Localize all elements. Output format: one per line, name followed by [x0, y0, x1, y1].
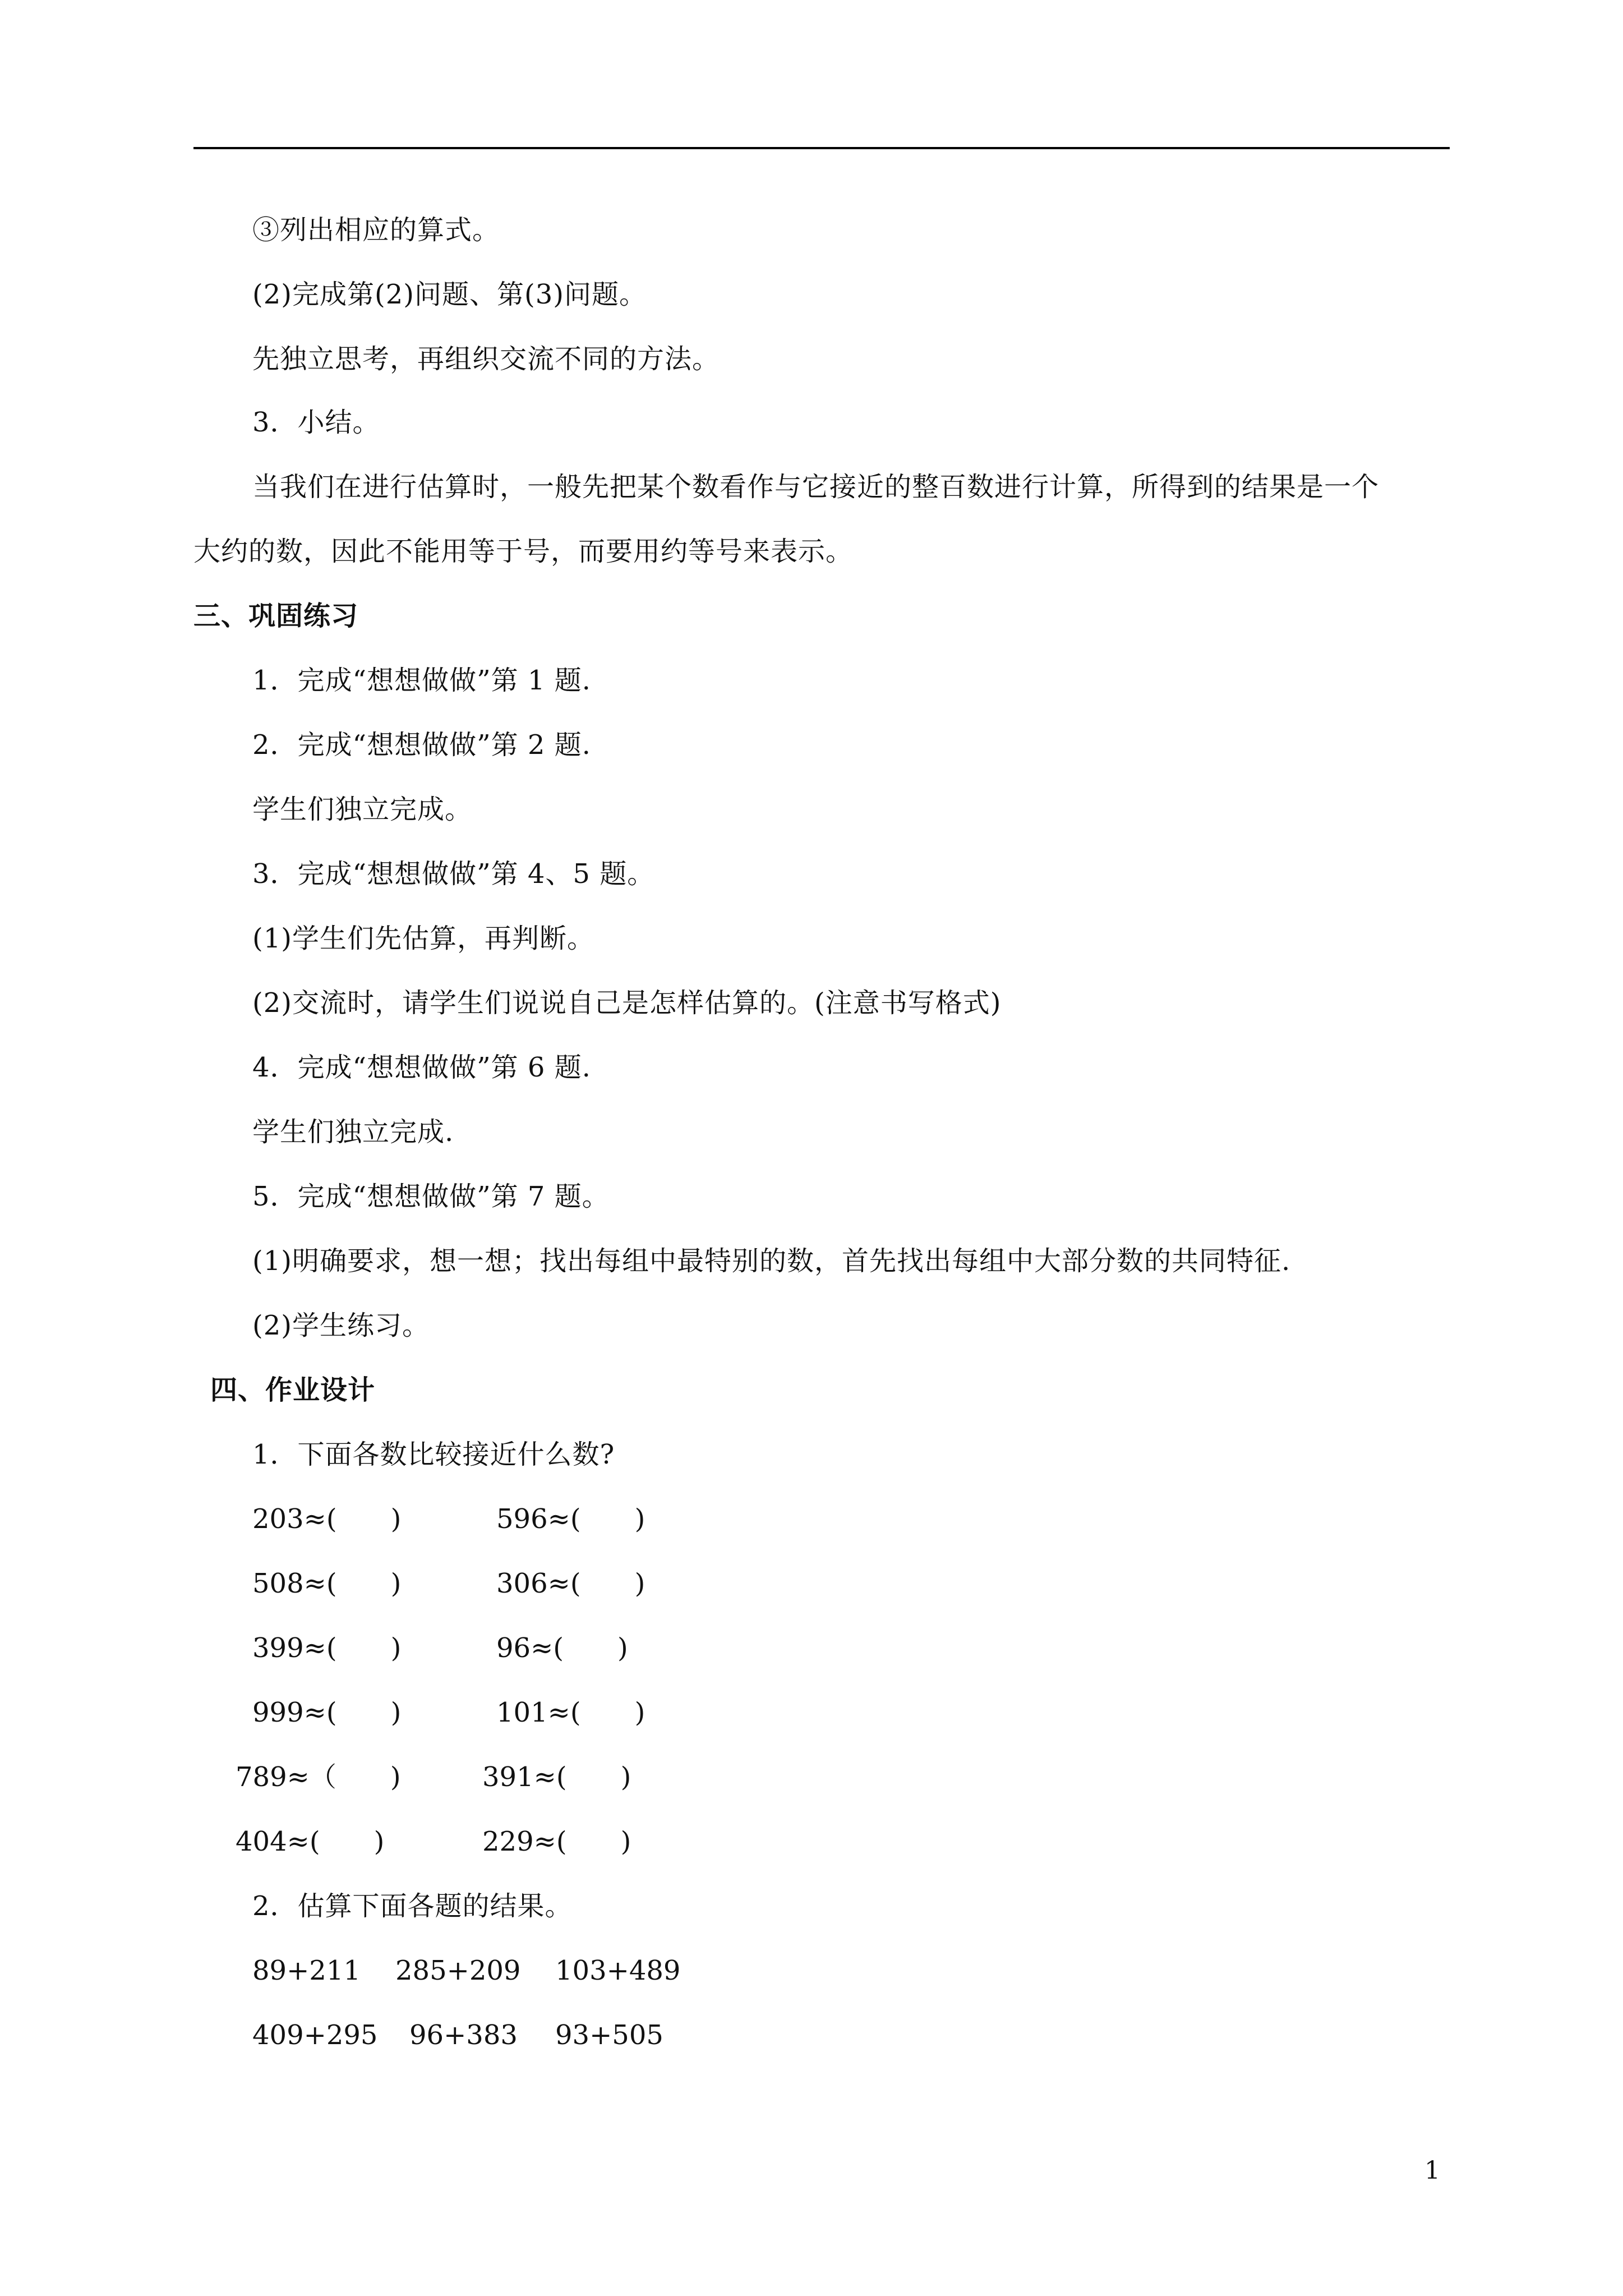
section-3-item: 1．完成“想想做做”第 1 题. — [252, 665, 591, 696]
paragraph-summary-heading: 3．小结。 — [252, 407, 380, 438]
section-3-item: 学生们独立完成。 — [252, 794, 473, 825]
estimate-item: 89+211 — [252, 1955, 361, 1986]
paragraph-think-independently: 先独立思考，再组织交流不同的方法。 — [252, 343, 720, 375]
homework-question-1: 1．下面各数比较接近什么数? — [252, 1439, 615, 1470]
approx-item: 789≈（ ) — [236, 1761, 401, 1793]
section-3-item: 2．完成“想想做做”第 2 题. — [252, 729, 591, 761]
section-3-item: 4．完成“想想做做”第 6 题. — [252, 1052, 591, 1083]
approx-item: 101≈( ) — [496, 1697, 645, 1728]
approx-item: 229≈( ) — [482, 1826, 631, 1857]
paragraph-complete-questions: (2)完成第(2)问题、第(3)问题。 — [252, 279, 647, 310]
header-rule — [193, 147, 1450, 149]
approx-item: 399≈( ) — [252, 1632, 402, 1664]
section-3-item: (1)学生们先估算，再判断。 — [252, 923, 594, 954]
estimate-item: 96+383 — [409, 2019, 518, 2051]
approx-item: 391≈( ) — [482, 1761, 631, 1793]
estimate-item: 409+295 — [252, 2019, 378, 2051]
paragraph-step-3: ③列出相应的算式。 — [252, 214, 500, 246]
approx-item: 508≈( ) — [252, 1568, 402, 1599]
approx-item: 203≈( ) — [252, 1503, 402, 1535]
section-3-title: 三、巩固练习 — [193, 600, 359, 632]
page-number: 1 — [1424, 2156, 1440, 2185]
approx-item: 596≈( ) — [496, 1503, 645, 1535]
paragraph-summary-text-1: 当我们在进行估算时，一般先把某个数看作与它接近的整百数进行计算，所得到的结果是一个 — [252, 471, 1380, 503]
section-4-title: 四、作业设计 — [210, 1374, 376, 1406]
estimate-item: 285+209 — [395, 1955, 521, 1986]
section-3-item: 3．完成“想想做做”第 4、5 题。 — [252, 858, 655, 890]
homework-question-2: 2．估算下面各题的结果。 — [252, 1890, 573, 1922]
approx-item: 306≈( ) — [496, 1568, 645, 1599]
approx-item: 96≈( ) — [496, 1632, 628, 1664]
section-3-item: 5．完成“想想做做”第 7 题。 — [252, 1181, 610, 1212]
approx-item: 999≈( ) — [252, 1697, 402, 1728]
estimate-item: 103+489 — [555, 1955, 681, 1986]
section-3-item: (2)学生练习。 — [252, 1310, 430, 1341]
section-3-item: 学生们独立完成. — [252, 1116, 454, 1148]
section-3-item: (1)明确要求，想一想；找出每组中最特别的数，首先找出每组中大部分数的共同特征. — [252, 1245, 1291, 1277]
estimate-item: 93+505 — [555, 2019, 663, 2051]
approx-item: 404≈( ) — [236, 1826, 385, 1857]
paragraph-summary-text-2: 大约的数，因此不能用等于号，而要用约等号来表示。 — [193, 536, 854, 567]
section-3-item: (2)交流时，请学生们说说自己是怎样估算的。(注意书写格式) — [252, 987, 1002, 1019]
